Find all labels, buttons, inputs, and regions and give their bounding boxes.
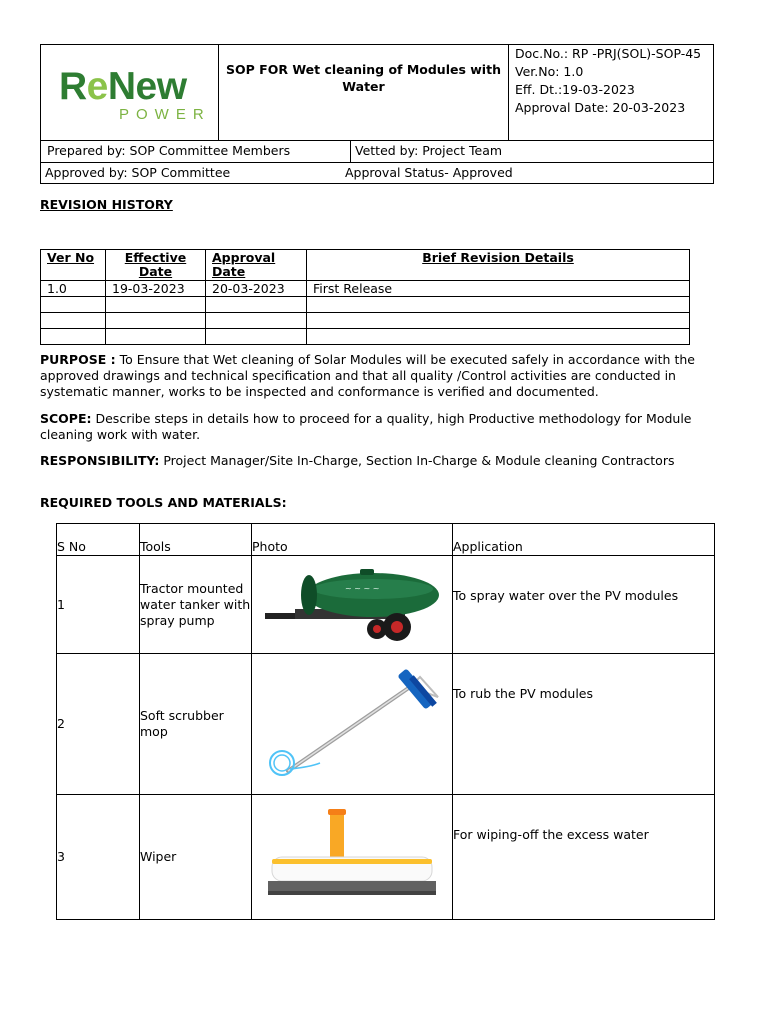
responsibility-text: Project Manager/Site In-Charge, Section In-Charge & Module cleaning Contractors <box>159 453 675 468</box>
cell-photo <box>252 654 453 795</box>
table-row <box>41 281 690 297</box>
table-row <box>57 654 715 795</box>
cell-approval-date: 20-03-2023 <box>206 281 307 297</box>
approval-status: Approval Status- Approved <box>345 165 513 180</box>
cell-tool: Tractor mounted water tanker with spray pump <box>140 556 252 654</box>
logo-cell <box>41 45 219 140</box>
responsibility-label: RESPONSIBILITY: <box>40 453 160 468</box>
renew-power-logo: ReNew POWER <box>59 65 211 123</box>
responsibility-paragraph <box>40 453 734 469</box>
purpose-paragraph <box>40 352 734 400</box>
table-row <box>57 795 715 920</box>
table-row <box>41 313 690 329</box>
cell-application: To rub the PV modules <box>453 654 715 795</box>
scope-paragraph <box>40 411 734 443</box>
table-row <box>57 556 715 654</box>
tools-table <box>56 523 715 920</box>
scope-text: Describe steps in details how to proceed for a quality, high Productive methodology for Module cleaning work with water. <box>40 411 692 442</box>
wiper-icon <box>262 807 442 907</box>
scrubber-mop-icon <box>260 667 445 782</box>
col-tools: Tools <box>140 524 252 556</box>
cell-sno: 3 <box>57 795 140 920</box>
col-ver-no: Ver No <box>41 250 106 281</box>
table-row <box>41 329 690 345</box>
doc-number: Doc.No.: RP -PRJ(SOL)-SOP-45 <box>515 46 702 61</box>
tools-heading: REQUIRED TOOLS AND MATERIALS: <box>40 495 287 510</box>
vetted-by: Vetted by: Project Team <box>355 143 503 158</box>
purpose-label: PURPOSE : <box>40 352 116 367</box>
cell-tool: Soft scrubber mop <box>140 654 252 795</box>
approval-date: Approval Date: 20-03-2023 <box>515 100 686 115</box>
col-effective-date: Effective Date <box>106 250 206 281</box>
purpose-text: To Ensure that Wet cleaning of Solar Modules will be executed safely in accordance with the approved drawings and technical specification and that all quality /Control activities are conducted in systematic manner, works to be inspected and conformance is verified and documented. <box>40 352 695 399</box>
cell-sno: 2 <box>57 654 140 795</box>
cell-tool: Wiper <box>140 795 252 920</box>
col-approval-date: Approval Date <box>206 250 307 281</box>
svg-text:~ ~ ~ ~: ~ ~ ~ ~ <box>344 583 379 593</box>
cell-application: For wiping-off the excess water <box>453 795 715 920</box>
cell-sno: 1 <box>57 556 140 654</box>
cell-revision-details: First Release <box>307 281 690 297</box>
document-title: SOP FOR Wet cleaning of Modules with Water <box>219 45 509 140</box>
col-photo: Photo <box>252 524 453 556</box>
approved-by: Approved by: SOP Committee <box>45 165 231 180</box>
col-sno: S No <box>57 524 140 556</box>
col-application: Application <box>453 524 715 556</box>
document-info <box>509 45 713 140</box>
scope-label: SCOPE: <box>40 411 92 426</box>
table-row <box>41 297 690 313</box>
cell-application: To spray water over the PV modules <box>453 556 715 654</box>
version-number: Ver.No: 1.0 <box>515 64 584 79</box>
cell-photo <box>252 795 453 920</box>
prepared-by: Prepared by: SOP Committee Members <box>41 141 351 162</box>
cell-ver-no: 1.0 <box>41 281 106 297</box>
water-tanker-icon <box>265 565 440 645</box>
revision-history-heading: REVISION HISTORY <box>40 197 173 212</box>
cell-photo <box>252 556 453 654</box>
cell-effective-date: 19-03-2023 <box>106 281 206 297</box>
effective-date: Eff. Dt.:19-03-2023 <box>515 82 635 97</box>
col-revision-details: Brief Revision Details <box>307 250 690 281</box>
revision-table <box>40 249 690 345</box>
document-header <box>40 44 714 184</box>
